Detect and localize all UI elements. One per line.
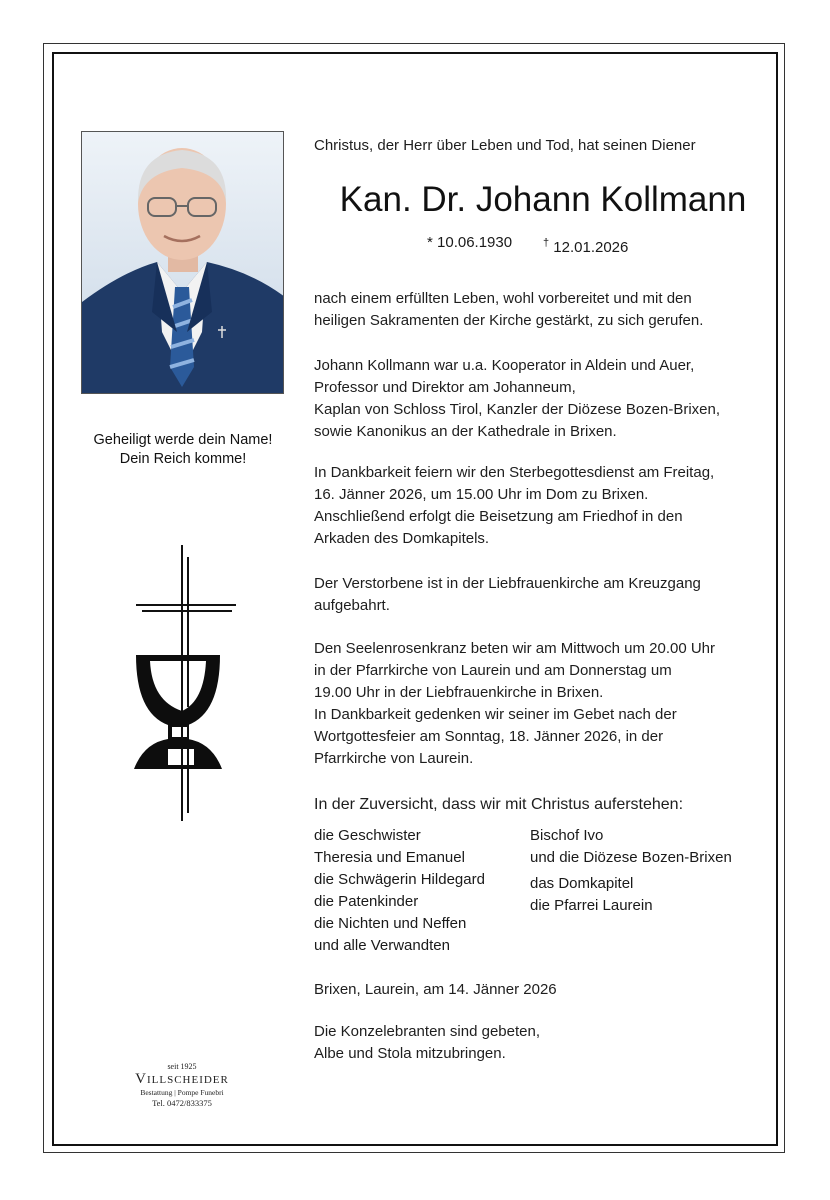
mourner: die Geschwister (314, 827, 421, 844)
text-line: Anschließend erfolgt die Beisetzung am Friedhof in den (314, 508, 683, 525)
portrait-photo (81, 131, 284, 394)
text-line: Kaplan von Schloss Tirol, Kanzler der Diözese Bozen-Brixen, (314, 401, 721, 418)
text-line: Professor und Direktor am Johanneum, (314, 379, 576, 396)
mourner: die Schwägerin Hildegard (314, 871, 485, 888)
deceased-name: Kan. Dr. Johann Kollmann (339, 180, 747, 219)
text-line: aufgebahrt. (314, 597, 390, 614)
text-line: Johann Kollmann war u.a. Kooperator in Aldein und Auer, (314, 357, 695, 374)
text-line: In Dankbarkeit gedenken wir seiner im Gebet nach der (314, 706, 677, 723)
mourner: und die Diözese Bozen-Brixen (530, 849, 732, 866)
mourner: und alle Verwandten (314, 937, 450, 954)
paragraph-funeral-service (314, 462, 764, 550)
paragraph-laid-out (314, 573, 764, 617)
mourner: die Pfarrei Laurein (530, 897, 653, 914)
prayer-line: Dein Reich komme! (119, 451, 247, 467)
birth-symbol: * (427, 234, 433, 251)
text-line: Der Verstorbene ist in der Liebfrauenkirche am Kreuzgang (314, 575, 701, 592)
mourners-family (314, 825, 524, 957)
text-line: in der Pfarrkirche von Laurein und am Donnerstag um (314, 662, 672, 679)
death-date (543, 232, 628, 259)
death-date-value: 12.01.2026 (553, 239, 629, 256)
logo-name: Villscheider (135, 1071, 229, 1087)
logo-phone: Tel. 0472/833375 (152, 1098, 212, 1108)
text-line: 19.00 Uhr in der Liebfrauenkirche in Brixen. (314, 684, 604, 701)
funeral-home-logo (110, 1062, 254, 1109)
place-date: Brixen, Laurein, am 14. Jänner 2026 (314, 981, 557, 998)
text-line: 16. Jänner 2026, um 15.00 Uhr im Dom zu Brixen. (314, 486, 649, 503)
paragraph-rosary (314, 638, 764, 770)
text-line: Pfarrkirche von Laurein. (314, 750, 474, 767)
death-cross-icon: † (543, 237, 550, 249)
text-line: Wortgottesfeier am Sonntag, 18. Jänner 2026, in der (314, 728, 664, 745)
prayer-line: Geheiligt werde dein Name! (93, 432, 273, 448)
prayer-text (66, 431, 300, 469)
birth-date (427, 232, 512, 254)
text-line: In Dankbarkeit feiern wir den Sterbegottesdienst am Freitag, (314, 464, 715, 481)
chalice-cross-icon (128, 543, 238, 828)
text-line: sowie Kanonikus an der Kathedrale in Brixen. (314, 423, 617, 440)
paragraph-biography (314, 355, 764, 443)
closing-note (314, 1021, 764, 1065)
text-line: Arkaden des Domkapitels. (314, 530, 490, 547)
logo-subtitle: Bestattung | Pompe Funebri (140, 1088, 224, 1097)
text-line: Die Konzelebranten sind gebeten, (314, 1023, 540, 1040)
mourners-church (530, 825, 770, 917)
mourner: das Domkapitel (530, 875, 634, 892)
birth-date-value: 10.06.1930 (437, 234, 513, 251)
intro-text: Christus, der Herr über Leben und Tod, hat seinen Diener (314, 137, 696, 154)
text-line: nach einem erfüllten Leben, wohl vorbereitet und mit den (314, 290, 692, 307)
logo-since: seit 1925 (167, 1062, 197, 1071)
paragraph-passing (314, 288, 764, 332)
confidence-heading: In der Zuversicht, dass wir mit Christus auferstehen: (314, 796, 684, 813)
mourner: Theresia und Emanuel (314, 849, 465, 866)
mourner: die Patenkinder (314, 893, 419, 910)
text-line: Den Seelenrosenkranz beten wir am Mittwoch um 20.00 Uhr (314, 640, 716, 657)
text-line: heiligen Sakramenten der Kirche gestärkt, zu sich gerufen. (314, 312, 704, 329)
mourner: die Nichten und Neffen (314, 915, 467, 932)
mourner: Bischof Ivo (530, 827, 604, 844)
text-line: Albe und Stola mitzubringen. (314, 1045, 506, 1062)
